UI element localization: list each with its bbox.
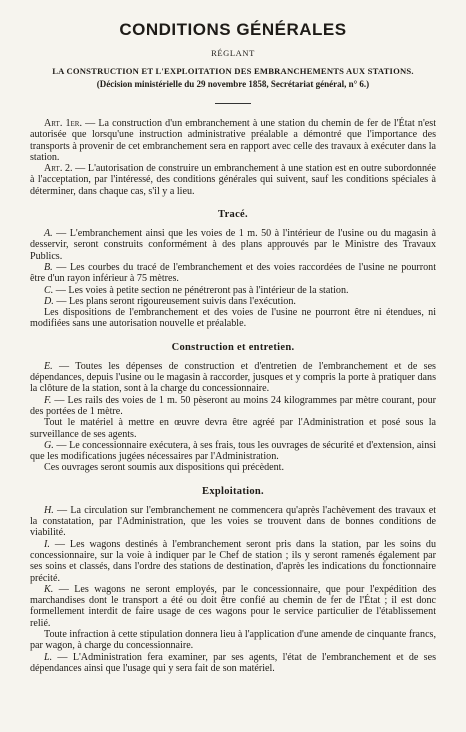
article-paragraph	[30, 163, 436, 197]
document-subtitle: RÉGLANT	[211, 48, 255, 58]
document-title: CONDITIONS GÉNÉRALES	[119, 20, 347, 39]
section-exploitation	[30, 486, 436, 674]
clause-label: G.	[44, 439, 54, 451]
article-text: L'autorisation de construire un embranchement à une station est en outre subordonnée à l'acceptation, par l'intéressé, des conditions générales qui suivent, sauf les conditions spéciales à déterminer, dans chaque cas, s'il y a lieu.	[30, 163, 436, 197]
clause-label: K.	[44, 583, 54, 595]
clause-label: C.	[44, 284, 54, 296]
clause-paragraph	[30, 417, 436, 440]
clause-text: — Les courbes du tracé de l'embranchement et des voies raccordées de l'usine ne pourront être d'un rayon inférieur à 75 mètres.	[30, 261, 436, 285]
clause-text: — L'Administration fera examiner, par ses agents, l'état de l'embranchement et de ses dépendances ainsi que l'usage qui y sera fait de son matériel.	[30, 651, 436, 674]
clause-paragraph	[30, 285, 436, 296]
clause-text: — Le concessionnaire exécutera, à ses frais, tous les ouvrages de sécurité et d'extension, ainsi que les modifications jugées nécessaires par l'Administration.	[30, 439, 436, 463]
article-text: La construction d'un embranchement à une station du chemin de fer de l'État n'est autorisée que lorsqu'une instruction administrative préalable a démontré que l'importance des transports à provenir de cet embranchement sera en rapport avec celle des travaux à exécuter dans la station.	[30, 118, 436, 163]
clause-label: E.	[44, 360, 53, 372]
clause-text: — Les wagons ne seront employés, par le concessionnaire, que pour l'expédition des marchandises dont le transport a été ou doit être confié au chemin de fer de l'État ; il est donc formellement interdit de faire usage de ces wagons pour le service particulier de l'établissement relié.	[30, 583, 436, 629]
clause-label: F.	[44, 394, 52, 406]
clause-text: Toute infraction à cette stipulation donnera lieu à l'application d'une amende de cinquante francs, par wagon, à charge du concessionnaire.	[30, 628, 436, 652]
clause-paragraph	[30, 395, 436, 418]
article-paragraph	[30, 118, 436, 163]
clause-text: Tout le matériel à mettre en œuvre devra être agréé par l'Administration et posé sous la surveillance de ses agents.	[30, 417, 436, 440]
article-label: Art. 2. —	[44, 163, 86, 175]
clause-text: — L'embranchement ainsi que les voies de 1 m. 50 à l'intérieur de l'usine ou du magasin à desservir, seront construits conformément à des plans approuvés par le Ministre des Travaux Publics.	[30, 228, 436, 262]
clause-paragraph	[30, 361, 436, 395]
decision-reference: (Décision ministérielle du 29 novembre 1858, Secrétariat général, n° 6.)	[96, 79, 370, 89]
clause-text: Les dispositions de l'embranchement et des voies de l'usine ne pourront être ni étendues, ni modifiées sans une autorisation nouvelle et préalable.	[30, 307, 436, 330]
clause-paragraph	[30, 296, 436, 307]
clause-paragraph	[30, 307, 436, 330]
clause-label: A.	[44, 228, 53, 240]
clause-label: H.	[44, 504, 54, 516]
section-heading: Construction et entretien.	[171, 341, 295, 353]
section-heading: Tracé.	[218, 209, 248, 221]
section-trace	[30, 209, 436, 330]
clause-paragraph	[30, 505, 436, 539]
section-heading: Exploitation.	[202, 485, 264, 497]
clause-paragraph	[30, 262, 436, 285]
clause-paragraph	[30, 440, 436, 463]
clause-text: — Les wagons destinés à l'embranchement seront pris dans la station, par les soins du concessionnaire, sur la voie à indiquer par le Chef de station ; ils y seront ramenés également par ses soins et classés, dans l'ordre des stations de destination, d'après les indications du fonctionnaire précité.	[30, 538, 436, 584]
clause-label: B.	[44, 261, 53, 273]
clause-label: I.	[44, 538, 50, 550]
clause-text: — Toutes les dépenses de construction et d'entretien de l'embranchement et de ses dépendances, depuis l'usine ou le magasin à raccorder, jusques et y compris la porte à pratiquer dans la clôture de la station, sont à la charge du concessionnaire.	[30, 360, 436, 395]
clause-label: L.	[44, 651, 53, 663]
article-label: Art. 1er. —	[44, 118, 96, 129]
clause-text: — La circulation sur l'embranchement ne commencera qu'après l'achèvement des travaux et la constatation, par l'Administration, que les voies se trouvent dans de bonnes conditions de viabilité.	[30, 504, 436, 539]
clause-text: — Les rails des voies de 1 m. 50 pèseront au moins 24 kilogrammes par mètre courant, pour des portées de 1 mètre.	[30, 394, 436, 417]
clause-text: Ces ouvrages seront soumis aux dispositions qui précèdent.	[44, 462, 284, 474]
clause-paragraph	[30, 228, 436, 262]
separator-rule	[215, 103, 251, 104]
clause-paragraph	[30, 584, 436, 629]
section-construction	[30, 342, 436, 474]
clause-paragraph	[30, 462, 436, 473]
clause-paragraph	[30, 652, 436, 675]
document-subject: LA CONSTRUCTION ET L'EXPLOITATION DES EMBRANCHEMENTS AUX STATIONS.	[52, 66, 414, 76]
clause-text: — Les plans seront rigoureusement suivis dans l'exécution.	[53, 295, 296, 307]
clause-paragraph	[30, 539, 436, 584]
clause-label: D.	[44, 295, 54, 307]
clause-text: — Les voies à petite section ne pénétreront pas à l'intérieur de la station.	[53, 284, 349, 296]
clause-paragraph	[30, 629, 436, 652]
intro-articles	[30, 118, 436, 197]
